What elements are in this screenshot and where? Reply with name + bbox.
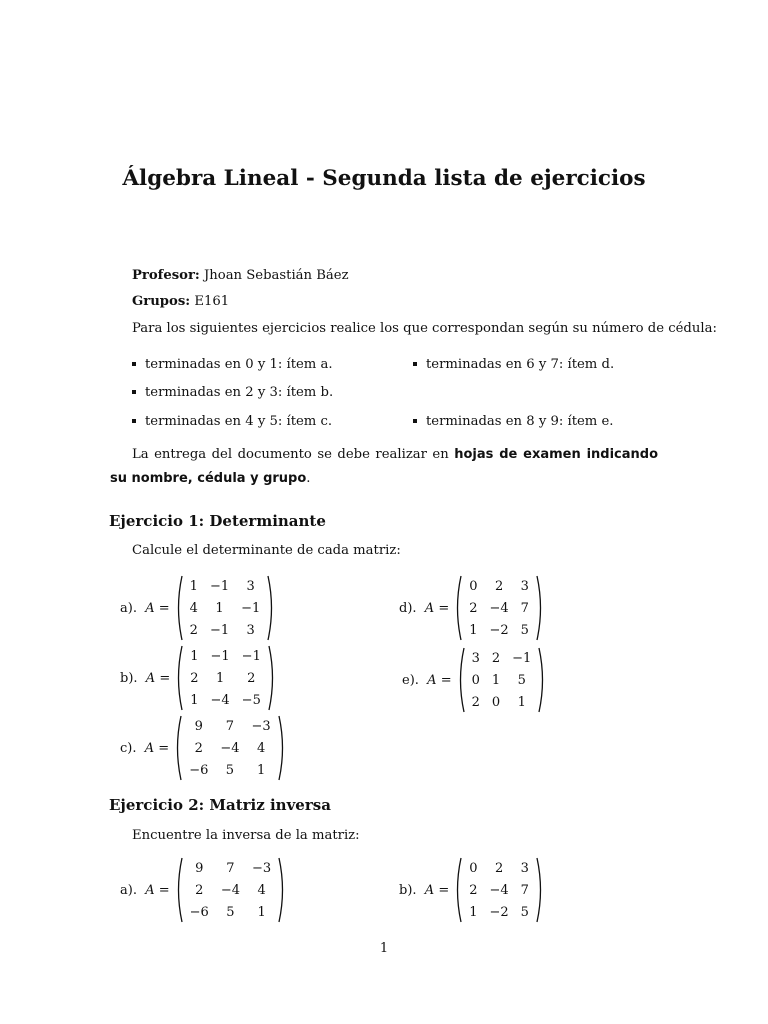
matrix-entry: −6 [189, 904, 209, 920]
matrix-entry: 4 [257, 882, 266, 898]
matrix-entry: −2 [489, 622, 509, 638]
left-paren-icon [453, 857, 463, 923]
bullet-item: terminadas en 6 y 7: ítem d. [413, 357, 614, 372]
right-paren-icon [537, 647, 547, 713]
matrix-entry: −1 [241, 648, 261, 664]
left-paren-icon [453, 575, 463, 641]
matrix-entry: 3 [520, 860, 529, 876]
matrix-entry: −1 [210, 648, 230, 664]
matrix-entries [183, 715, 277, 781]
matrix-entry: −2 [489, 904, 509, 920]
matrix-entry: 2 [494, 578, 504, 594]
matrix-entry: 2 [494, 860, 504, 876]
matrix-block [120, 715, 287, 781]
matrix-entry: 4 [256, 740, 266, 756]
matrix-entry: 7 [226, 860, 235, 876]
groups-line [132, 294, 229, 309]
matrix-entry: 1 [190, 648, 199, 664]
bullet-icon [413, 362, 417, 366]
right-paren-icon [266, 575, 276, 641]
matrix-entry: 2 [471, 694, 480, 710]
matrix-entry: −4 [489, 600, 509, 616]
matrix-label: b). A = [120, 670, 171, 686]
matrix-label: a). A = [120, 882, 170, 898]
groups-value: E161 [194, 294, 230, 309]
matrix-block [399, 857, 545, 923]
matrix-entry: 1 [190, 692, 199, 708]
matrix-entry: −1 [512, 650, 532, 666]
left-paren-icon [456, 647, 466, 713]
page-title: Álgebra Lineal - Segunda lista de ejercicios [122, 166, 646, 191]
groups-label: Grupos: [132, 294, 191, 309]
exercise-1-heading: Ejercicio 1: Determinante [109, 512, 326, 530]
matrix-entry: 5 [520, 622, 529, 638]
matrix-entry: 2 [491, 650, 501, 666]
matrix-entry: 1 [256, 762, 266, 778]
matrix-entry: 1 [215, 670, 225, 686]
matrix-label: e). A = [402, 672, 452, 688]
exercise-1-prompt: Calcule el determinante de cada matriz: [132, 543, 401, 558]
matrix-entry: 2 [189, 622, 198, 638]
matrix-entry: 3 [246, 622, 255, 638]
matrix-label: d). A = [399, 600, 450, 616]
bullet-item: terminadas en 0 y 1: ítem a. [132, 357, 333, 372]
matrix-entry: −6 [189, 762, 209, 778]
matrix-entry: −1 [209, 578, 230, 594]
matrix-block [120, 575, 276, 641]
matrix-entries [184, 857, 278, 923]
professor-line [132, 268, 349, 283]
matrix-entry: 5 [520, 904, 529, 920]
matrix-entries [184, 575, 267, 641]
matrix-entry: 3 [246, 578, 255, 594]
matrix-block [399, 575, 545, 641]
bullet-icon [132, 390, 136, 394]
matrix-entry: 9 [195, 860, 204, 876]
bullet-icon [132, 362, 136, 366]
matrix-entry: 0 [471, 672, 480, 688]
matrix-entry: −4 [210, 692, 230, 708]
matrix-entry: 7 [520, 600, 529, 616]
instructions-text: Para los siguientes ejercicios realice los que correspondan según su número de cédula: [132, 321, 717, 336]
matrix-entry: −1 [209, 622, 230, 638]
matrix-entries [184, 645, 267, 711]
matrix-entry: 3 [520, 578, 529, 594]
matrix-entry: 2 [194, 740, 203, 756]
matrix-entry: 1 [469, 904, 478, 920]
matrix-label: a). A = [120, 600, 170, 616]
matrix-entry: −4 [220, 882, 240, 898]
matrix-entry: −3 [251, 718, 271, 734]
left-paren-icon [173, 715, 183, 781]
professor-name: Jhoan Sebastián Báez [203, 268, 349, 283]
matrix-entry: 5 [225, 762, 235, 778]
matrix-block [120, 645, 277, 711]
matrix-entry: 0 [469, 578, 478, 594]
matrix-entry: 2 [195, 882, 204, 898]
delivery-paragraph: La entrega del documento se debe realizar en hojas de examen indicando su nombre, cédula y grupo. [110, 447, 659, 486]
matrix-entry: 1 [215, 600, 224, 616]
left-paren-icon [174, 645, 184, 711]
bullet-icon [132, 419, 136, 423]
matrix-entry: 1 [469, 622, 478, 638]
right-paren-icon [277, 715, 287, 781]
matrix-entry: 9 [194, 718, 203, 734]
matrix-entry: −3 [252, 860, 272, 876]
right-paren-icon [535, 857, 545, 923]
matrix-entry: −4 [220, 740, 240, 756]
exercise-2-prompt: Encuentre la inversa de la matriz: [132, 828, 360, 843]
matrix-entry: 2 [190, 670, 199, 686]
bullet-item: terminadas en 2 y 3: ítem b. [132, 385, 333, 400]
bullet-icon [413, 419, 417, 423]
matrix-entry: −1 [241, 600, 261, 616]
matrix-entries [463, 575, 535, 641]
matrix-block [120, 857, 287, 923]
matrix-entry: −4 [489, 882, 509, 898]
matrix-entry: 0 [469, 860, 478, 876]
matrix-entry: 0 [491, 694, 501, 710]
matrix-entry: 5 [226, 904, 235, 920]
matrix-entry: 2 [469, 600, 478, 616]
delivery-emphasis: hojas de examen indicando su nombre, cédula y grupo [110, 447, 659, 486]
page-number: 1 [379, 941, 389, 956]
matrix-entries [463, 857, 535, 923]
matrix-entries [466, 647, 538, 713]
matrix-block [402, 647, 547, 713]
matrix-entry: 4 [189, 600, 198, 616]
matrix-entry: 1 [517, 694, 526, 710]
right-paren-icon [267, 645, 277, 711]
left-paren-icon [174, 857, 184, 923]
matrix-entry: 2 [469, 882, 478, 898]
right-paren-icon [277, 857, 287, 923]
professor-label: Profesor: [132, 268, 200, 283]
matrix-entry: 2 [247, 670, 256, 686]
right-paren-icon [535, 575, 545, 641]
matrix-entry: 5 [517, 672, 526, 688]
matrix-label: c). A = [120, 740, 170, 756]
matrix-label: b). A = [399, 882, 450, 898]
matrix-entry: −5 [241, 692, 261, 708]
matrix-entry: 7 [225, 718, 235, 734]
matrix-entry: 1 [189, 578, 198, 594]
bullet-item: terminadas en 8 y 9: ítem e. [413, 414, 614, 429]
matrix-entry: 3 [471, 650, 480, 666]
matrix-entry: 1 [491, 672, 501, 688]
bullet-item: terminadas en 4 y 5: ítem c. [132, 414, 332, 429]
matrix-entry: 1 [257, 904, 266, 920]
left-paren-icon [174, 575, 184, 641]
matrix-entry: 7 [520, 882, 529, 898]
exercise-2-heading: Ejercicio 2: Matriz inversa [109, 796, 331, 814]
